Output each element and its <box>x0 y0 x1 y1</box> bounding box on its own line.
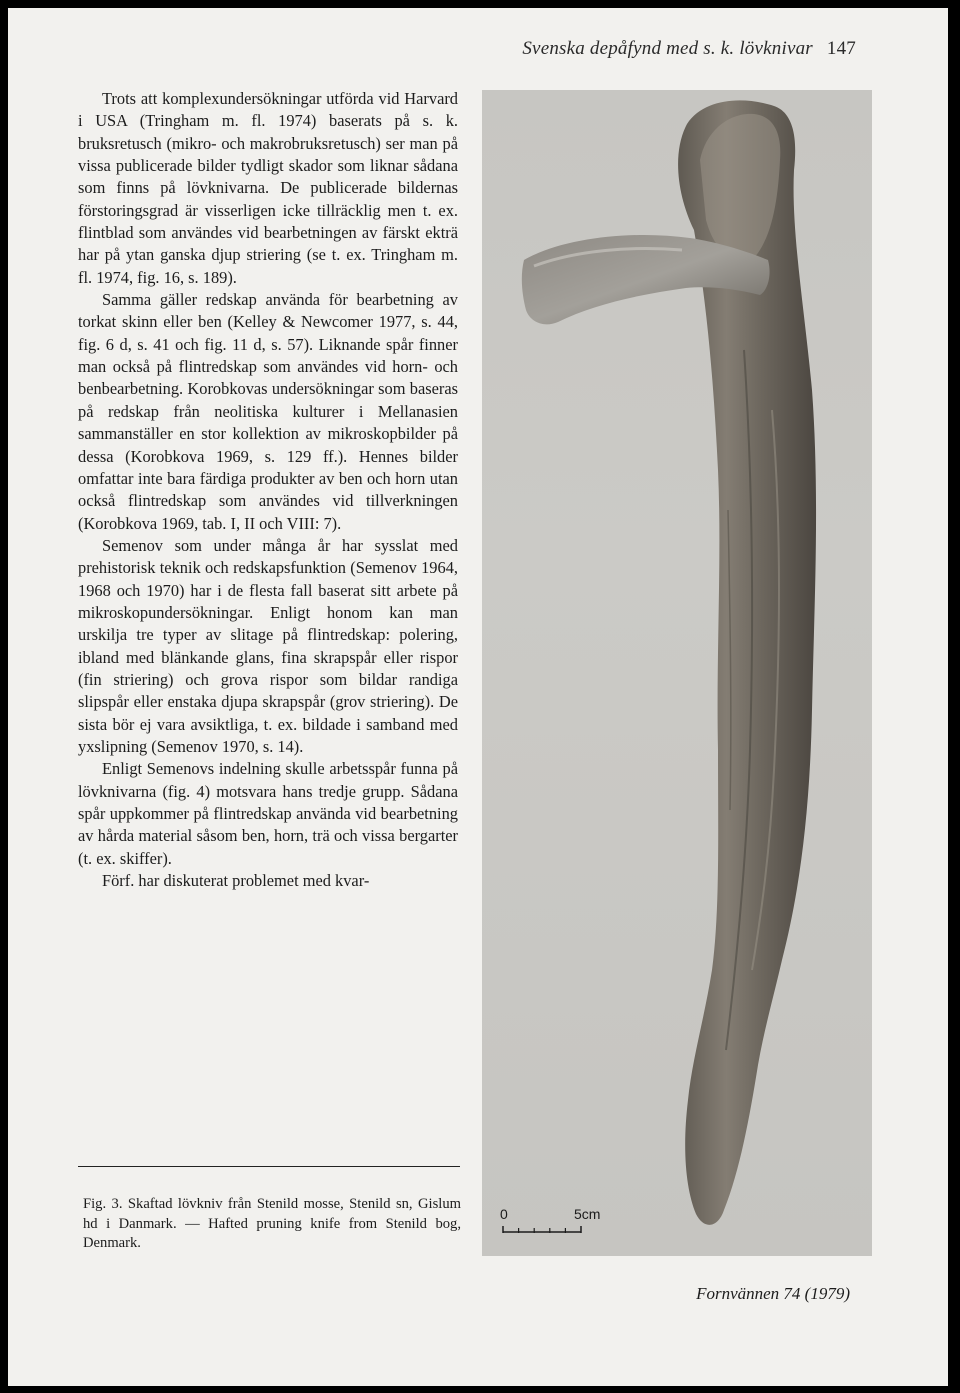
running-header <box>522 38 856 60</box>
body-text-column <box>78 88 458 892</box>
scale-start-label: 0 <box>500 1206 508 1222</box>
paragraph: Enligt Semenovs indelning skulle arbetsspår funna på lövknivarna (fig. 4) motsvara hans tredje grupp. Sådana spår uppkommer på flintredskap använda vid bearbetning av hårda material såsom ben, horn, trä och vissa bergarter (t. ex. skiffer). <box>78 759 458 868</box>
paragraph: Samma gäller redskap använda för bearbetning av torkat skinn eller ben (Kelley & Newcomer 1977, s. 44, fig. 6 d, s. 41 och fig. 11 d, s. 57). Liknande spår finner man också på flintredskap som användes vid horn- och benbearbetning. Korobkovas undersökningar som baseras på redskap från neolitiska kulturer i Mellanasien sammanställer en stor kollektion av mikroskopbilder på dessa (Korobkova 1969, s. 129 ff.). Hennes bilder omfattar inte bara färdiga produkter av ben och horn utan också flintredskap som användes vid tillverkningen (Korobkova 1969, tab. I, II och VIII: 7). <box>78 290 458 533</box>
page-number: 147 <box>826 38 856 59</box>
scale-bar <box>498 1206 628 1246</box>
knife-photograph <box>482 90 872 1256</box>
scale-end-label: 5cm <box>574 1206 601 1222</box>
scale-ruler <box>498 1206 601 1246</box>
paragraph: Trots att komplexundersökningar utförda vid Harvard i USA (Tringham m. fl. 1974) baserats på s. k. bruksretusch (mikro- och makrobruksretusch) ser man på vissa publicerade bilder tydligt skador som liknar sådana som finns på lövknivarna. De publicerade bildernas förstoringsgrad är visserligen icke tillräcklig men t. ex. flintblad som användes vid bearbetningen av färskt ekträ har på ytan ganska djup striering (se t. ex. Tringham m. fl. 1974, fig. 16, s. 189). <box>78 89 458 287</box>
running-title: Svenska depåfynd med s. k. lövknivar <box>522 38 813 59</box>
paragraph: Semenov som under många år har sysslat med prehistorisk teknik och redskapsfunktion (Semenov 1964, 1968 och 1970) har i de flesta fall baserat sitt arbete på mikroskopundersökningar. Enligt honom kan man urskilja tre typer av slitage på flintredskap: polering, ibland med blänkande glans, fina skrapspår eller rispor (fin striering) och grova rispor som bildar randiga slipspår eller enstaka djupa skrapspår (grov striering). De sista bör ej vara avsiktliga, t. ex. bildade i samband med yxslipning (Semenov 1970, s. 14). <box>78 535 458 756</box>
document-page <box>8 8 948 1386</box>
figure-caption: Fig. 3. Skaftad lövkniv från Stenild mosse, Stenild sn, Gislum hd i Danmark. — Hafted pruning knife from Stenild bog, Denmark. <box>83 1196 461 1251</box>
caption-divider <box>78 1166 460 1167</box>
paragraph: Förf. har diskuterat problemet med kvar- <box>102 871 370 891</box>
journal-footer: Fornvännen 74 (1979) <box>696 1284 850 1303</box>
